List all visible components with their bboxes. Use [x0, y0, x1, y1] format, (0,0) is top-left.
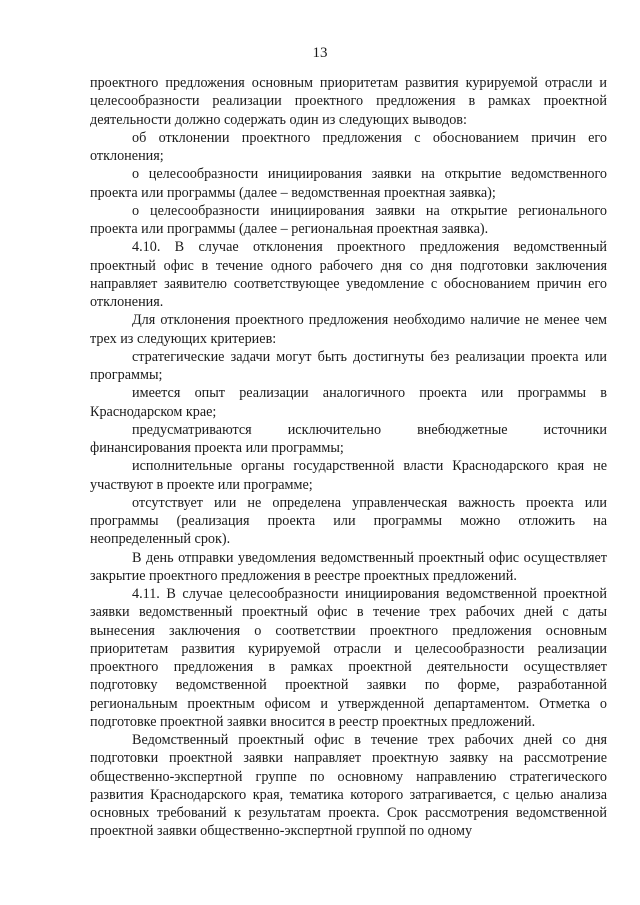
paragraph-criterion-3: предусматриваются исключительно внебюджетные источники финансирования проекта или программы;: [90, 421, 607, 456]
paragraph-criterion-1: стратегические задачи могут быть достигнуты без реализации проекта или программы;: [90, 348, 607, 383]
paragraph-option-reject: об отклонении проектного предложения с обоснованием причин его отклонения;: [90, 129, 607, 164]
paragraph-criterion-5: отсутствует или не определена управленческая важность проекта или программы (реализация проекта или программы можно отложить на неопределенный срок).: [90, 494, 607, 548]
paragraph-option-regional: о целесообразности инициирования заявки на открытие регионального проекта или программы (далее – региональная проектная заявка).: [90, 202, 607, 237]
paragraph-4-10: 4.10. В случае отклонения проектного предложения ведомственный проектный офис в течение одного рабочего дня со дня подготовки заключения направляет заявителю соответствующее уведомление с обоснованием причин его отклонения.: [90, 239, 607, 310]
body-text: [90, 74, 607, 841]
paragraph-rejection-criteria-intro: Для отклонения проектного предложения необходимо наличие не менее чем трех из следующих критериев:: [90, 312, 607, 347]
paragraph-expert-review: Ведомственный проектный офис в течение трех рабочих дней со дня подготовки проектной заявки направляет проектную заявку на рассмотрение общественно-экспертной группе по основному направлению стратегического развития Краснодарского края, тематика которого затрагивается, с целью анализа основных требований к результатам проекта. Срок рассмотрения ведомственной проектной заявки общественно-экспертной группой по одному: [90, 732, 607, 840]
paragraph-notification-day: В день отправки уведомления ведомственный проектный офис осуществляет закрытие проектного предложения в реестре проектных предложений.: [90, 549, 607, 584]
page-number: 13: [312, 45, 328, 61]
paragraph-4-11: 4.11. В случае целесообразности инициирования ведомственной проектной заявки ведомственный проектный офис в течение трех рабочих дней с даты вынесения заключения о соответствии проектного предложения основным приоритетам развития курируемой отрасли и целесообразности реализации проектного предложения в рамках проектной деятельности осуществляет подготовку ведомственной проектной заявки по форме, разработанной региональным проектным офисом и утвержденной департаментом. Отметка о подготовке проектной заявки вносится в реестр проектных предложений.: [90, 586, 607, 730]
paragraph-criterion-2: имеется опыт реализации аналогичного проекта или программы в Краснодарском крае;: [90, 385, 607, 420]
paragraph-criterion-4: исполнительные органы государственной власти Краснодарского края не участвуют в проекте или программе;: [90, 458, 607, 493]
paragraph-option-departmental: о целесообразности инициирования заявки на открытие ведомственного проекта или программы (далее – ведомственная проектная заявка);: [90, 166, 607, 201]
paragraph-conclusion-intro: проектного предложения основным приоритетам развития курируемой отрасли и целесообразности реализации проектного предложения в рамках проектной деятельности должно содержать один из следующих выводов:: [90, 75, 607, 128]
